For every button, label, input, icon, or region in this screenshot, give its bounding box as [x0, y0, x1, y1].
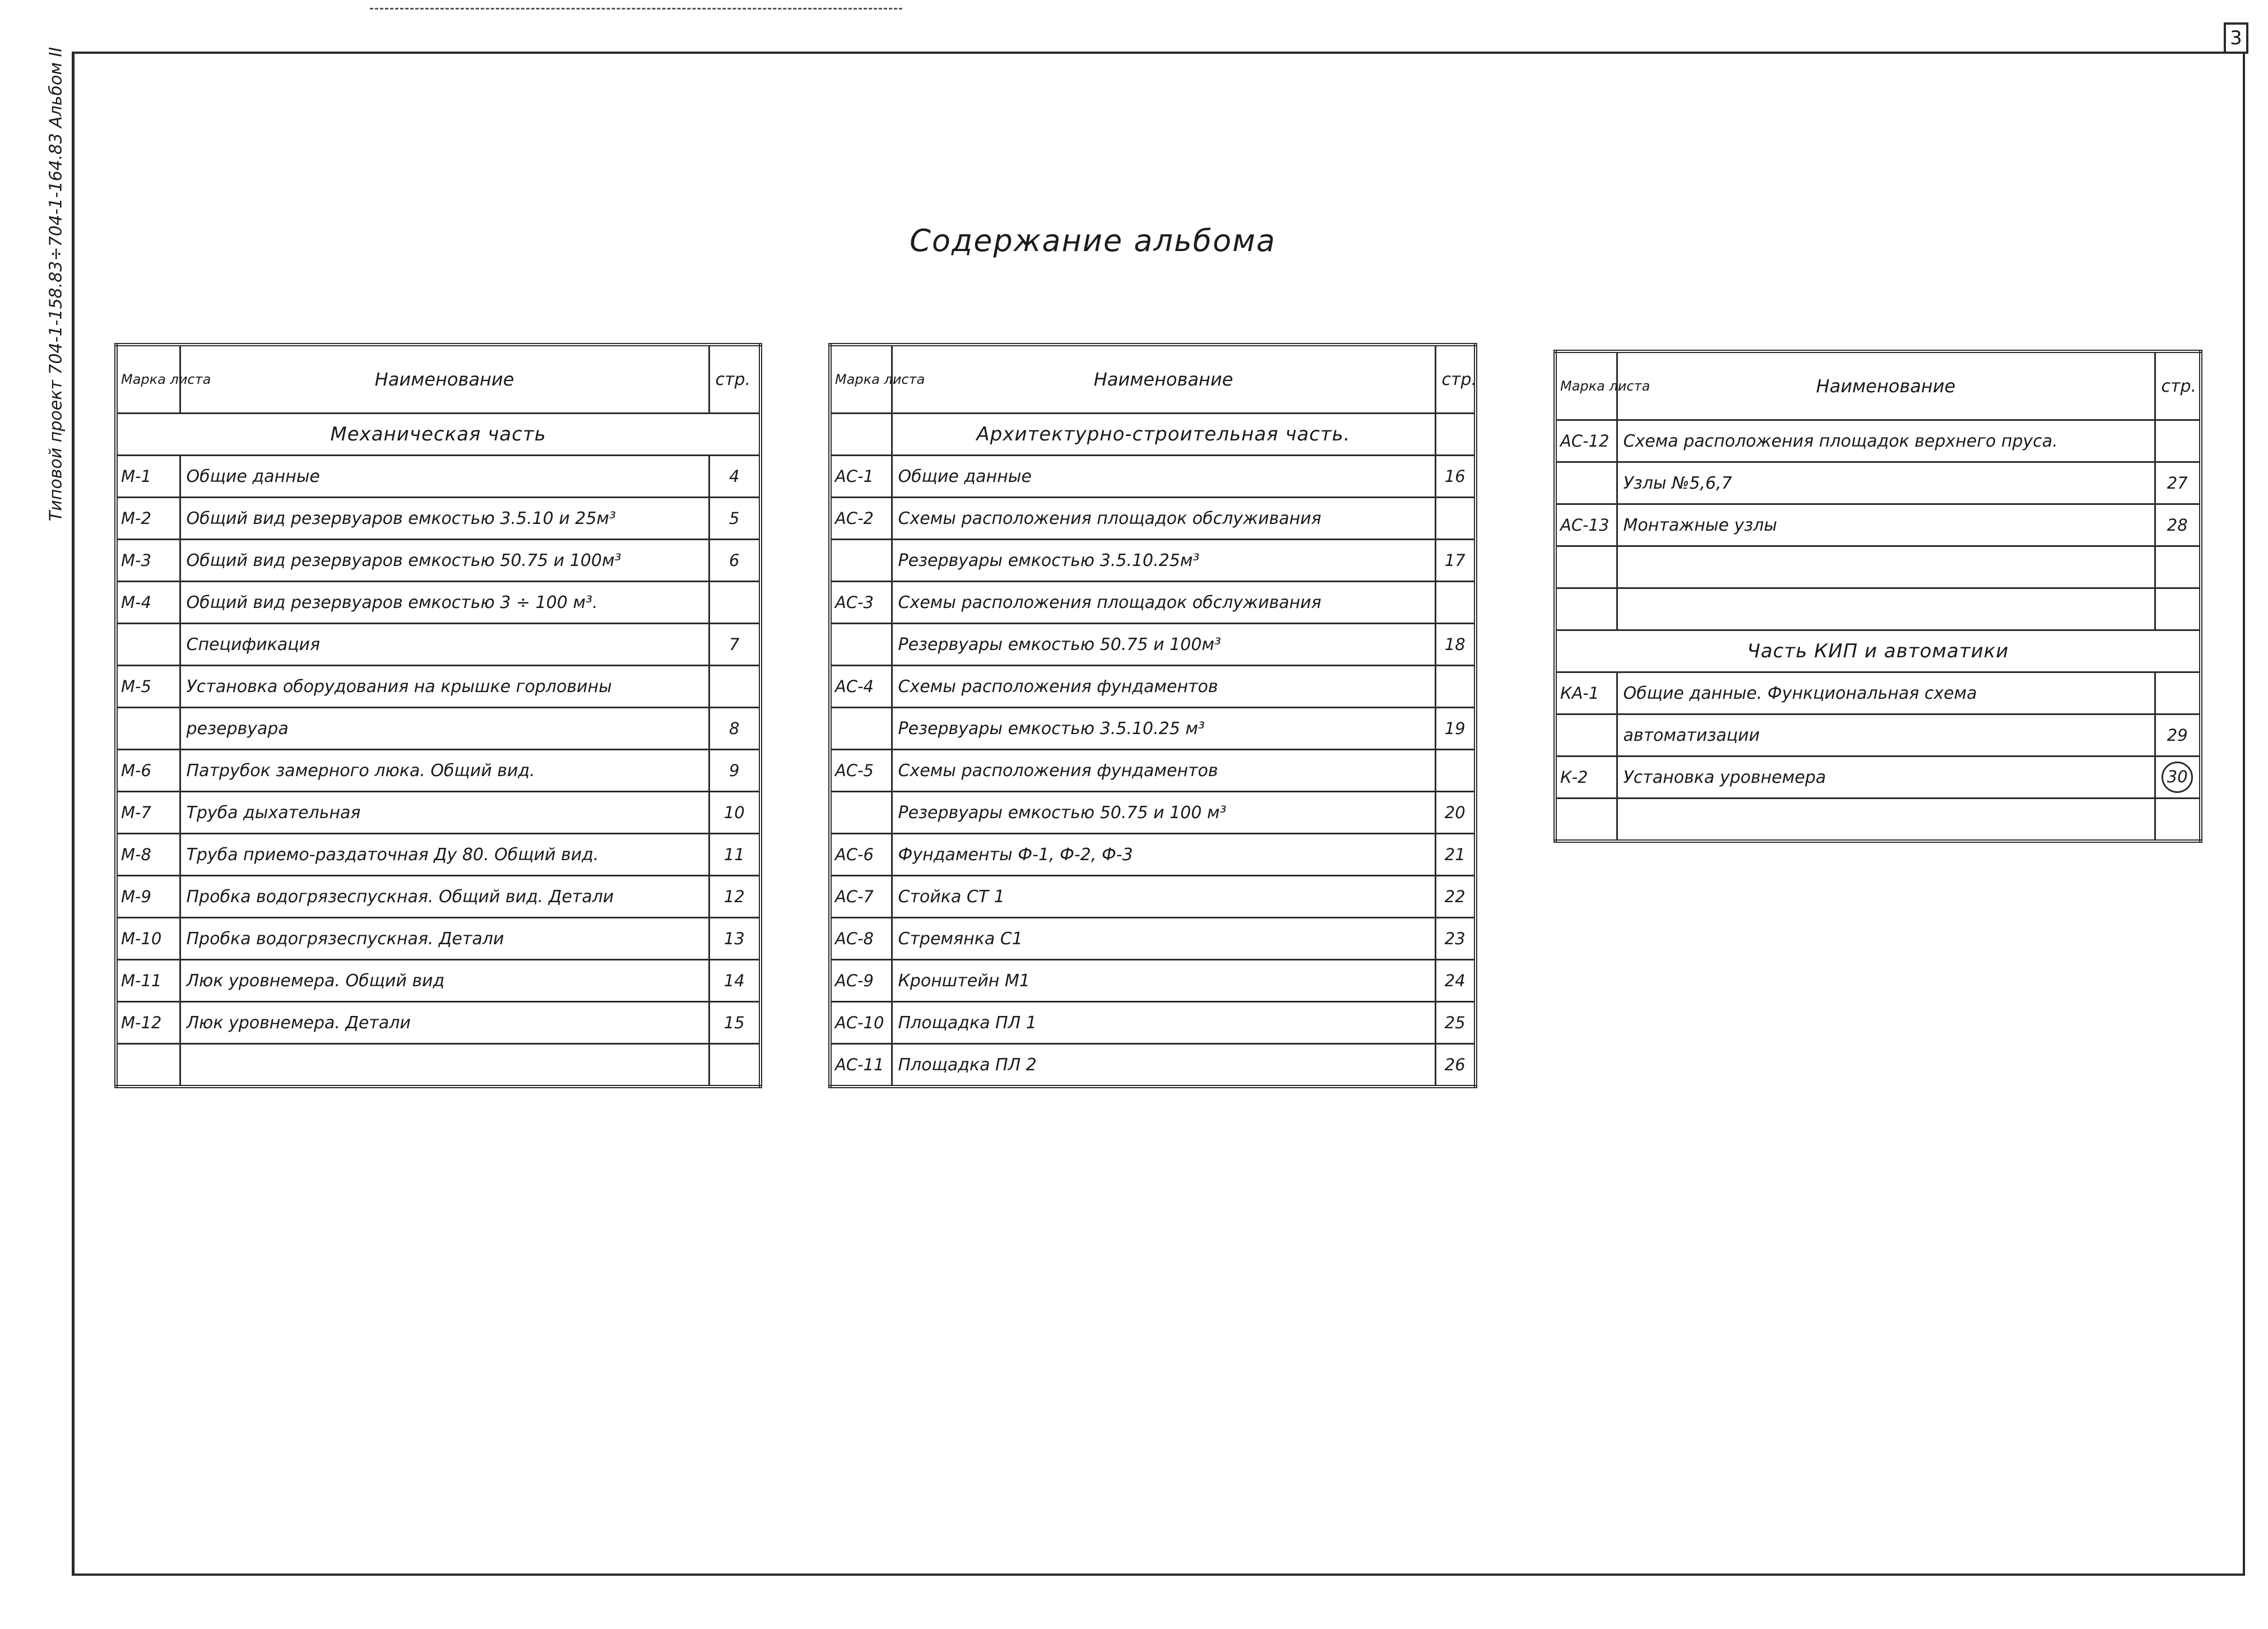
row-page: 11: [709, 834, 760, 876]
row-code: АС-10: [830, 1002, 892, 1044]
row-code: АС-6: [830, 834, 892, 876]
row-name: Резервуары емкостью 50.75 и 100м³: [892, 624, 1435, 666]
header-page: стр.: [1435, 345, 1476, 414]
table-row: [116, 960, 760, 1002]
table-row: [1555, 799, 2201, 842]
table-row: [1555, 672, 2201, 714]
row-name: Общий вид резервуаров емкостью 3 ÷ 100 м³.: [180, 582, 709, 624]
row-code: [1555, 799, 1617, 842]
side-project-label: Типовой проект 704-1-158.83÷704-1-164.83 Альбом II: [46, 47, 66, 522]
row-page: 9: [709, 750, 760, 792]
header-name: Наименование: [892, 345, 1435, 414]
row-page: 15: [709, 1002, 760, 1044]
row-page: 29: [2155, 714, 2201, 757]
row-name: Стремянка С1: [892, 918, 1435, 960]
row-page: [1435, 498, 1476, 540]
row-name: Схемы расположения площадок обслуживания: [892, 498, 1435, 540]
row-name: Пробка водогрязеспускная. Общий вид. Детали: [180, 876, 709, 918]
row-code: АС-3: [830, 582, 892, 624]
row-code: АС-8: [830, 918, 892, 960]
table-row: [1555, 546, 2201, 588]
row-code: АС-11: [830, 1044, 892, 1087]
row-name: Резервуары емкостью 3.5.10.25 м³: [892, 708, 1435, 750]
row-name: Фундаменты Ф-1, Ф-2, Ф-3: [892, 834, 1435, 876]
row-page: [709, 1044, 760, 1087]
row-page: [1435, 582, 1476, 624]
row-code: [830, 792, 892, 834]
row-code: М-8: [116, 834, 180, 876]
table-header-row: [1555, 351, 2201, 420]
row-code: М-6: [116, 750, 180, 792]
table-row: [830, 834, 1476, 876]
section-empty-cell: [1435, 414, 1476, 456]
table-row: [1555, 757, 2201, 799]
table-header-row: [830, 345, 1476, 414]
row-name: резервуара: [180, 708, 709, 750]
row-code: АС-12: [1555, 420, 1617, 462]
table-row: [116, 1044, 760, 1087]
row-name: Установка уровнемера: [1617, 757, 2155, 799]
table-row: [116, 540, 760, 582]
row-code: АС-13: [1555, 504, 1617, 546]
table-row: [116, 750, 760, 792]
row-name: Пробка водогрязеспускная. Детали: [180, 918, 709, 960]
row-name: Стойка СТ 1: [892, 876, 1435, 918]
row-code: [1555, 546, 1617, 588]
table-row: [830, 708, 1476, 750]
row-name: Схемы расположения площадок обслуживания: [892, 582, 1435, 624]
section-empty-cell: [830, 414, 892, 456]
table-row: [116, 666, 760, 708]
row-page: 23: [1435, 918, 1476, 960]
row-name: Общий вид резервуаров емкостью 50.75 и 100м³: [180, 540, 709, 582]
row-page: 12: [709, 876, 760, 918]
table-row: [830, 1002, 1476, 1044]
row-page: 18: [1435, 624, 1476, 666]
table-row: [830, 666, 1476, 708]
table-row: [830, 498, 1476, 540]
table-row: [830, 540, 1476, 582]
table-row: [1555, 504, 2201, 546]
table-row: [116, 834, 760, 876]
table-row: [1555, 714, 2201, 757]
header-code: Марка листа: [830, 345, 892, 414]
row-name: Резервуары емкостью 50.75 и 100 м³: [892, 792, 1435, 834]
row-page: 19: [1435, 708, 1476, 750]
row-code: М-9: [116, 876, 180, 918]
row-code: К-2: [1555, 757, 1617, 799]
circled-page-number: 30: [2162, 762, 2193, 793]
row-page: 7: [709, 624, 760, 666]
row-name: Узлы №5,6,7: [1617, 462, 2155, 504]
row-page: [2155, 420, 2201, 462]
row-code: [1555, 714, 1617, 757]
section-row: [116, 414, 760, 456]
row-name: [1617, 799, 2155, 842]
table-row: [1555, 462, 2201, 504]
row-page: [1435, 750, 1476, 792]
row-name: Спецификация: [180, 624, 709, 666]
row-page: 26: [1435, 1044, 1476, 1087]
table-row: [116, 624, 760, 666]
header-code: Марка листа: [116, 345, 180, 414]
row-name: Люк уровнемера. Детали: [180, 1002, 709, 1044]
row-name: Схемы расположения фундаментов: [892, 750, 1435, 792]
table-row: [116, 456, 760, 498]
row-page: 22: [1435, 876, 1476, 918]
row-page: [1435, 666, 1476, 708]
row-name: Общие данные. Функциональная схема: [1617, 672, 2155, 714]
row-code: [1555, 588, 1617, 630]
section-title: Часть КИП и автоматики: [1555, 630, 2201, 672]
table-row: [116, 498, 760, 540]
row-code: АС-2: [830, 498, 892, 540]
row-code: М-10: [116, 918, 180, 960]
row-name: Монтажные узлы: [1617, 504, 2155, 546]
table-row: [830, 876, 1476, 918]
row-name: Люк уровнемера. Общий вид: [180, 960, 709, 1002]
row-code: М-4: [116, 582, 180, 624]
row-name: Установка оборудования на крышке горловины: [180, 666, 709, 708]
toc-table-mechanical: [114, 343, 762, 1088]
row-name: Труба приемо-раздаточная Ду 80. Общий вид.: [180, 834, 709, 876]
row-page: 24: [1435, 960, 1476, 1002]
section-row: [830, 414, 1476, 456]
header-name: Наименование: [180, 345, 709, 414]
table-row: [830, 582, 1476, 624]
row-name: Схема расположения площадок верхнего пруса.: [1617, 420, 2155, 462]
table-row: [1555, 420, 2201, 462]
header-page: стр.: [709, 345, 760, 414]
row-name: [1617, 546, 2155, 588]
row-code: М-11: [116, 960, 180, 1002]
row-page: [2155, 546, 2201, 588]
row-page: 8: [709, 708, 760, 750]
row-name: Общие данные: [180, 456, 709, 498]
row-code: АС-9: [830, 960, 892, 1002]
row-code: АС-5: [830, 750, 892, 792]
table-row: [830, 456, 1476, 498]
row-code: [116, 708, 180, 750]
row-code: М-7: [116, 792, 180, 834]
table-row: [830, 750, 1476, 792]
row-page: 16: [1435, 456, 1476, 498]
table-row: [116, 792, 760, 834]
table-row: [830, 918, 1476, 960]
side-project-label-box: [44, 47, 68, 522]
toc-table-architectural: [828, 343, 1477, 1088]
row-code: КА-1: [1555, 672, 1617, 714]
row-page: 6: [709, 540, 760, 582]
row-page: 5: [709, 498, 760, 540]
section-title: Механическая часть: [116, 414, 760, 456]
table-row: [116, 918, 760, 960]
row-name: автоматизации: [1617, 714, 2155, 757]
table-row: [830, 960, 1476, 1002]
table-row: [1555, 588, 2201, 630]
row-page: 17: [1435, 540, 1476, 582]
header-code: Марка листа: [1555, 351, 1617, 420]
row-code: АС-4: [830, 666, 892, 708]
row-page: 25: [1435, 1002, 1476, 1044]
row-code: [830, 708, 892, 750]
row-name: [1617, 588, 2155, 630]
header-name: Наименование: [1617, 351, 2155, 420]
row-page: [709, 582, 760, 624]
row-code: [116, 1044, 180, 1087]
row-name: Площадка ПЛ 1: [892, 1002, 1435, 1044]
row-name: Патрубок замерного люка. Общий вид.: [180, 750, 709, 792]
row-page: 27: [2155, 462, 2201, 504]
row-code: М-3: [116, 540, 180, 582]
row-name: Труба дыхательная: [180, 792, 709, 834]
table-header-row: [116, 345, 760, 414]
table-row: [116, 1002, 760, 1044]
table-row: [830, 792, 1476, 834]
table-row: [116, 708, 760, 750]
row-page: [2155, 672, 2201, 714]
row-page: 20: [1435, 792, 1476, 834]
table-row: [116, 876, 760, 918]
top-edge-dash: [370, 8, 902, 10]
album-title: Содержание альбома: [910, 223, 1276, 258]
row-code: [116, 624, 180, 666]
row-page: [2155, 799, 2201, 842]
row-name: [180, 1044, 709, 1087]
toc-table-automation: [1553, 350, 2202, 843]
row-name: Резервуары емкостью 3.5.10.25м³: [892, 540, 1435, 582]
row-page: 28: [2155, 504, 2201, 546]
row-page: 10: [709, 792, 760, 834]
row-code: М-1: [116, 456, 180, 498]
row-name: Схемы расположения фундаментов: [892, 666, 1435, 708]
row-code: М-2: [116, 498, 180, 540]
header-page: стр.: [2155, 351, 2201, 420]
table-row: [830, 624, 1476, 666]
row-name: Общие данные: [892, 456, 1435, 498]
row-page: [709, 666, 760, 708]
row-name: Кронштейн М1: [892, 960, 1435, 1002]
row-name: Общий вид резервуаров емкостью 3.5.10 и 25м³: [180, 498, 709, 540]
row-page: 21: [1435, 834, 1476, 876]
row-page: [2155, 757, 2201, 799]
row-name: Площадка ПЛ 2: [892, 1044, 1435, 1087]
row-code: АС-7: [830, 876, 892, 918]
row-code: [830, 624, 892, 666]
row-page: 4: [709, 456, 760, 498]
row-code: М-5: [116, 666, 180, 708]
row-page: [2155, 588, 2201, 630]
sheet-number: 3: [2224, 22, 2248, 54]
row-code: [1555, 462, 1617, 504]
table-row: [116, 582, 760, 624]
row-page: 14: [709, 960, 760, 1002]
row-page: 13: [709, 918, 760, 960]
section-row: [1555, 630, 2201, 672]
table-row: [830, 1044, 1476, 1087]
row-code: АС-1: [830, 456, 892, 498]
row-code: [830, 540, 892, 582]
row-code: М-12: [116, 1002, 180, 1044]
section-title: Архитектурно-строительная часть.: [892, 414, 1435, 456]
